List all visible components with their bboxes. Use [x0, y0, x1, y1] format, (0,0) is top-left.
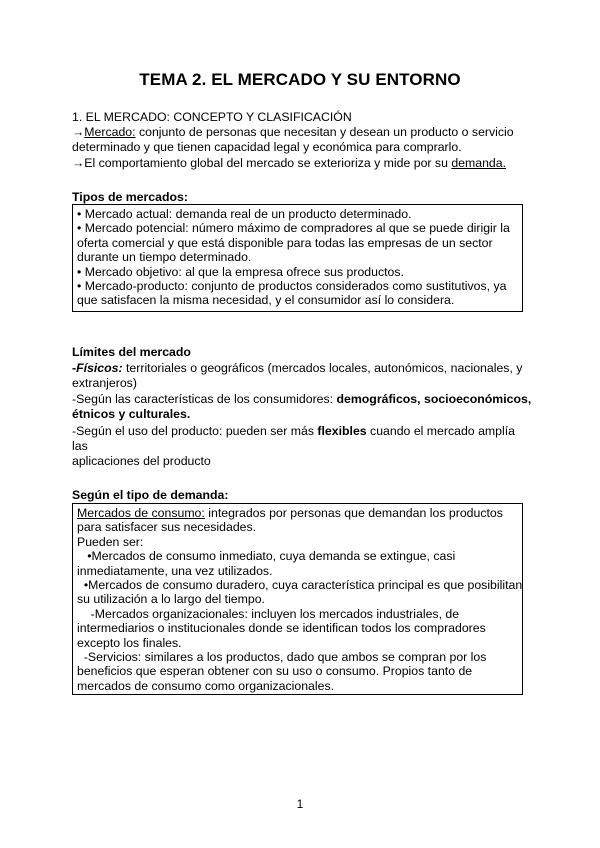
- page-number: 1: [296, 797, 304, 811]
- consumo-term: Mercados de consumo:: [77, 506, 205, 520]
- mercado-behavior: →El comportamiento global del mercado se exterioriza y mide por su demanda.: [72, 156, 507, 170]
- tipos-line: • Mercado-producto: conjunto de productos considerados como sustitutivos, ya: [77, 279, 507, 294]
- tipos-line: • Mercado actual: demanda real de un producto determinado.: [77, 207, 412, 221]
- tipos-box: [72, 204, 523, 312]
- demanda-line: •Mercados de consumo inmediato, cuya demanda se extingue, casi: [77, 549, 456, 564]
- page-title: TEMA 2. EL MERCADO Y SU ENTORNO: [139, 70, 461, 89]
- demanda-box: [72, 503, 523, 695]
- limites-caracteristicas: -Según las características de los consumidores: demográficos, socioeconómicos, étnicos y culturales.: [72, 392, 532, 422]
- demanda-line: excepto los finales.: [77, 635, 182, 650]
- tipos-line: durante un tiempo determinado.: [77, 250, 252, 265]
- demanda-line: -Servicios: similares a los productos, dado que ambos se compran por los: [77, 650, 487, 665]
- tipos-heading: Tipos de mercados:: [72, 190, 188, 204]
- demanda-line: intermediarios o institucionales donde se identifican todos los compradores: [77, 621, 486, 636]
- demanda-line: Pueden ser:: [77, 534, 144, 549]
- tipos-line: • Mercado potencial: número máximo de compradores al que se puede dirigir la: [77, 221, 510, 236]
- tipos-line: que satisfacen la misma necesidad, y el consumidor así lo considera.: [77, 293, 455, 308]
- demanda-line: su utilización a lo largo del tiempo.: [77, 592, 265, 607]
- demanda-heading: Según el tipo de demanda:: [72, 488, 229, 502]
- limites-fisicos: -Físicos: territoriales o geográficos (mercados locales, autonómicos, nacionales, y extranjeros): [72, 361, 523, 391]
- limites-uso: -Según el uso del producto: pueden ser más flexibles cuando el mercado amplía las aplicaciones del producto: [72, 424, 515, 469]
- tipos-line: oferta comercial y que está disponible para todas las empresas de un sector: [77, 235, 493, 250]
- section-heading: 1. EL MERCADO: CONCEPTO Y CLASIFICACIÓN: [72, 110, 352, 124]
- mercado-definition: →Mercado: conjunto de personas que necesitan y desean un producto o servicio determinado y que tienen capacidad legal y económica para comprarlo.: [72, 125, 514, 155]
- demanda-term: demanda.: [451, 156, 507, 170]
- demanda-line: beneficios que esperan obtener con su uso o consumo. Propios tanto de: [77, 664, 473, 679]
- mercado-term: Mercado:: [84, 125, 136, 139]
- demanda-line: inmediatamente, una vez utilizados.: [77, 563, 273, 578]
- tipos-line: • Mercado objetivo: al que la empresa ofrece sus productos.: [77, 264, 404, 279]
- demanda-line: para satisfacer sus necesidades.: [77, 520, 257, 535]
- demanda-line: •Mercados de consumo duradero, cuya característica principal es que posibilitan: [77, 578, 523, 593]
- demanda-line: mercados de consumo como organizacionales.: [77, 678, 335, 693]
- limites-heading: Límites del mercado: [72, 345, 191, 359]
- demanda-line: Mercados de consumo: integrados por personas que demandan los productos: [77, 506, 503, 520]
- demanda-line: -Mercados organizacionales: incluyen los mercados industriales, de: [77, 606, 460, 621]
